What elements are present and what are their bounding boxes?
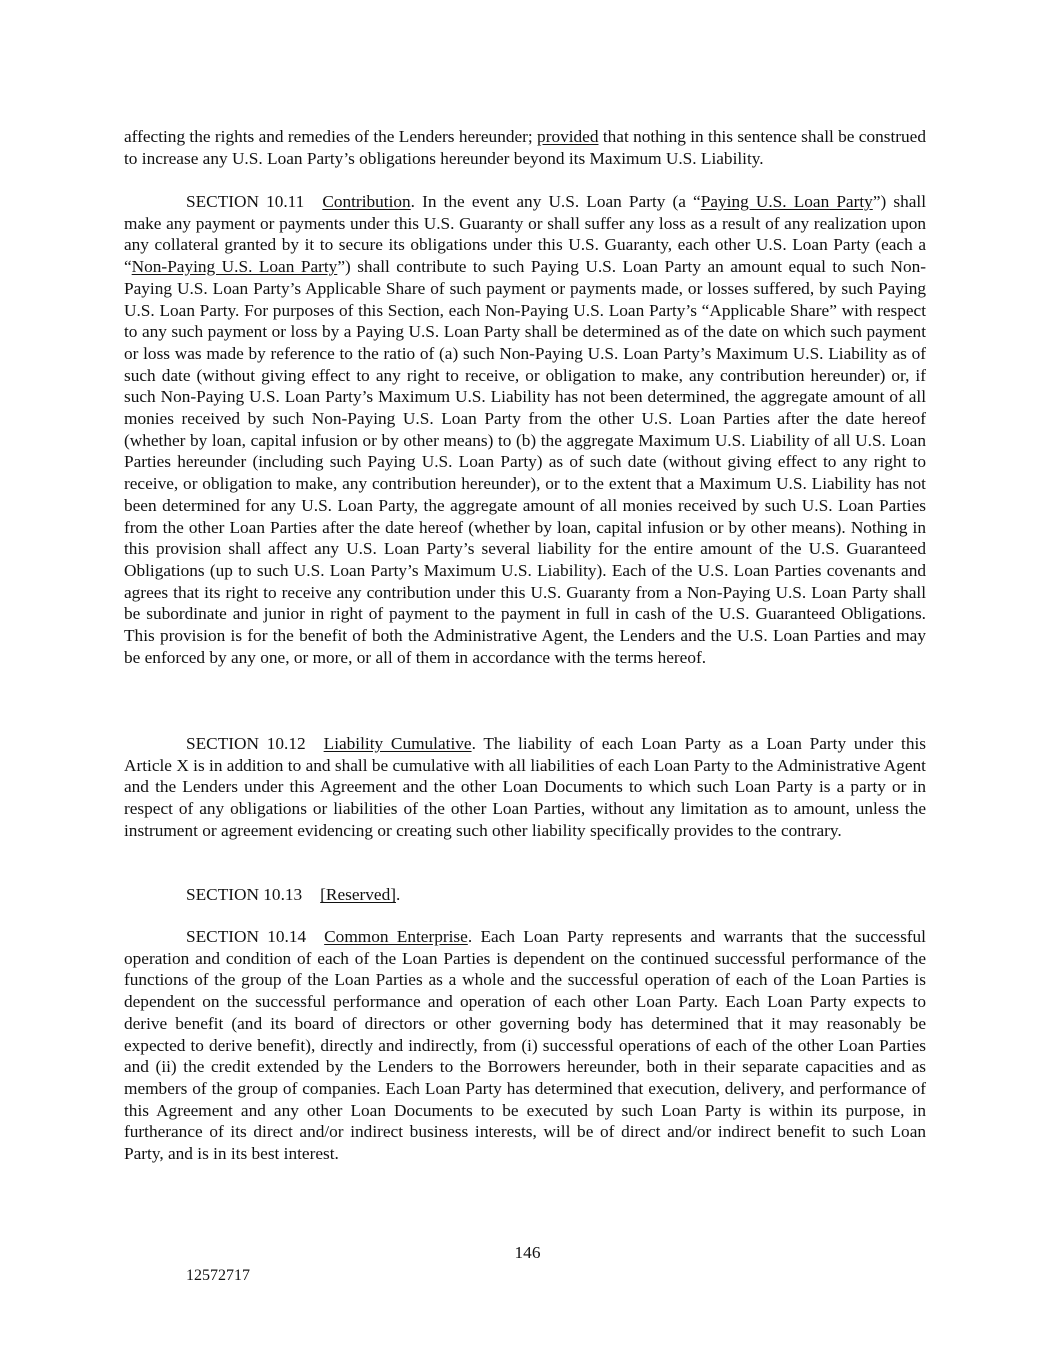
section-10-11-text-2: ”) shall make any payment or payments under this U.S. Guaranty or shall suffer any loss as a result of any realization upon any collateral granted by it to secure its obligations under this U.S. Guaranty, each other U.S. Loan Party (each a “: [124, 192, 926, 277]
intro-text-before: affecting the rights and remedies of the Lenders hereunder;: [124, 127, 538, 146]
section-10-11-text-3: ”) shall contribute to such Paying U.S. Loan Party an amount equal to such Non-Paying U.S. Loan Party’s Applicable Share of such payment or payments made, or losses suffered, by such Paying U.S. Loan Party. For purposes of this Section, each Non-Paying U.S. Loan Party’s “Applicable Share” with respect to any such payment or loss by a Paying U.S. Loan Party shall be determined as of the date on which such payment or loss was made by reference to the ratio of (a) such Non-Paying U.S. Loan Party’s Maximum U.S. Liability as of such date (without giving effect to any right to receive, or obligation to make, any contribution hereunder) or, if such Non-Paying U.S. Loan Party’s Maximum U.S. Liability has not been determined, the aggregate amount of all monies received by such Non-Paying U.S. Loan Party from the other U.S. Loan Parties after the date hereof (whether by loan, capital infusion or by other means) to (b) the aggregate Maximum U.S. Liability of all U.S. Loan Parties hereunder (including such Paying U.S. Loan Party) as of such date (without giving effect to any right to receive, or obligation to make, any contribution hereunder), or to the extent that a Maximum U.S. Liability has not been determined for any U.S. Loan Party, the aggregate amount of all monies received by such U.S. Loan Parties from the other Loan Parties after the date hereof (whether by loan, capital infusion or by other means). Nothing in this provision shall affect any U.S. Loan Party’s several liability for the entire amount of the U.S. Guaranteed Obligations (up to such U.S. Loan Party’s Maximum U.S. Liability). Each of the U.S. Loan Parties covenants and agrees that its right to receive any contribution under this U.S. Guaranty from a Non-Paying U.S. Loan Party shall be subordinate and junior in right of payment to the payment in full in cash of the U.S. Guaranteed Obligations. This provision is for the benefit of both the Administrative Agent, the Lenders and the U.S. Loan Parties and may be enforced by any one, or more, or all of them in accordance with the terms hereof.: [124, 257, 926, 667]
section-10-11-number: SECTION 10.11: [186, 192, 305, 211]
section-10-13-heading: [Reserved]: [320, 885, 396, 904]
provided-term: provided: [537, 127, 599, 146]
section-10-14-number: SECTION 10.14: [186, 927, 307, 946]
document-id: 12572717: [186, 1267, 250, 1284]
page-number: 146: [514, 1243, 541, 1262]
section-10-13-text: .: [395, 885, 401, 904]
intro-paragraph: [124, 126, 926, 169]
intro-text-after: that nothing in this sentence shall be construed to increase any U.S. Loan Party’s obligations hereunder beyond its Maximum U.S. Liability.: [124, 127, 926, 168]
section-10-11-text-1: . In the event any U.S. Loan Party (a “: [410, 192, 701, 211]
paying-loan-party-term: Paying U.S. Loan Party: [700, 192, 873, 211]
section-10-14-heading: Common Enterprise: [324, 927, 468, 946]
section-10-14-paragraph: [124, 926, 926, 1165]
section-10-12-number: SECTION 10.12: [186, 734, 306, 753]
section-10-13-number: SECTION 10.13: [186, 885, 303, 904]
section-10-13-paragraph: [124, 884, 926, 906]
section-10-12-paragraph: [124, 733, 926, 842]
non-paying-loan-party-term: Non-Paying U.S. Loan Party: [131, 257, 338, 277]
section-10-12-heading: Liability Cumulative: [323, 734, 472, 753]
section-10-14-text: . Each Loan Party represents and warrants that the successful operation and condition of each of the Loan Parties is dependent on the continued successful performance of the functions of the group of the Loan Parties as a whole and the successful operation of each of the Loan Parties is dependent on the successful performance and operation of each other Loan Party. Each Loan Party expects to derive benefit (and its board of directors or other governing body has determined that it may reasonably be expected to derive benefit), directly and indirectly, from (i) successful operations of each of the other Loan Parties and (ii) the credit extended by the Lenders to the Borrowers hereunder, both in their separate capacities and as members of the group of companies. Each Loan Party has determined that execution, delivery, and performance of this Agreement and any other Loan Documents to be executed by such Loan Party is within its purpose, in furtherance of its direct and/or indirect business interests, will be of direct and/or indirect benefit to such Loan Party, and is in its best interest.: [124, 927, 926, 1164]
section-10-12-text: . The liability of each Loan Party as a Loan Party under this Article X is in addition to and shall be cumulative with all liabilities of each Loan Party to the Administrative Agent and the Lenders under this Agreement and the other Loan Documents to which such Loan Party is a party or in respect of any obligations or liabilities of the other Loan Parties, without any limitation as to amount, unless the instrument or agreement evidencing or creating such other liability specifically provides to the contrary.: [124, 734, 926, 840]
section-10-11-paragraph: [124, 191, 926, 668]
section-10-11-heading: Contribution: [322, 192, 411, 211]
